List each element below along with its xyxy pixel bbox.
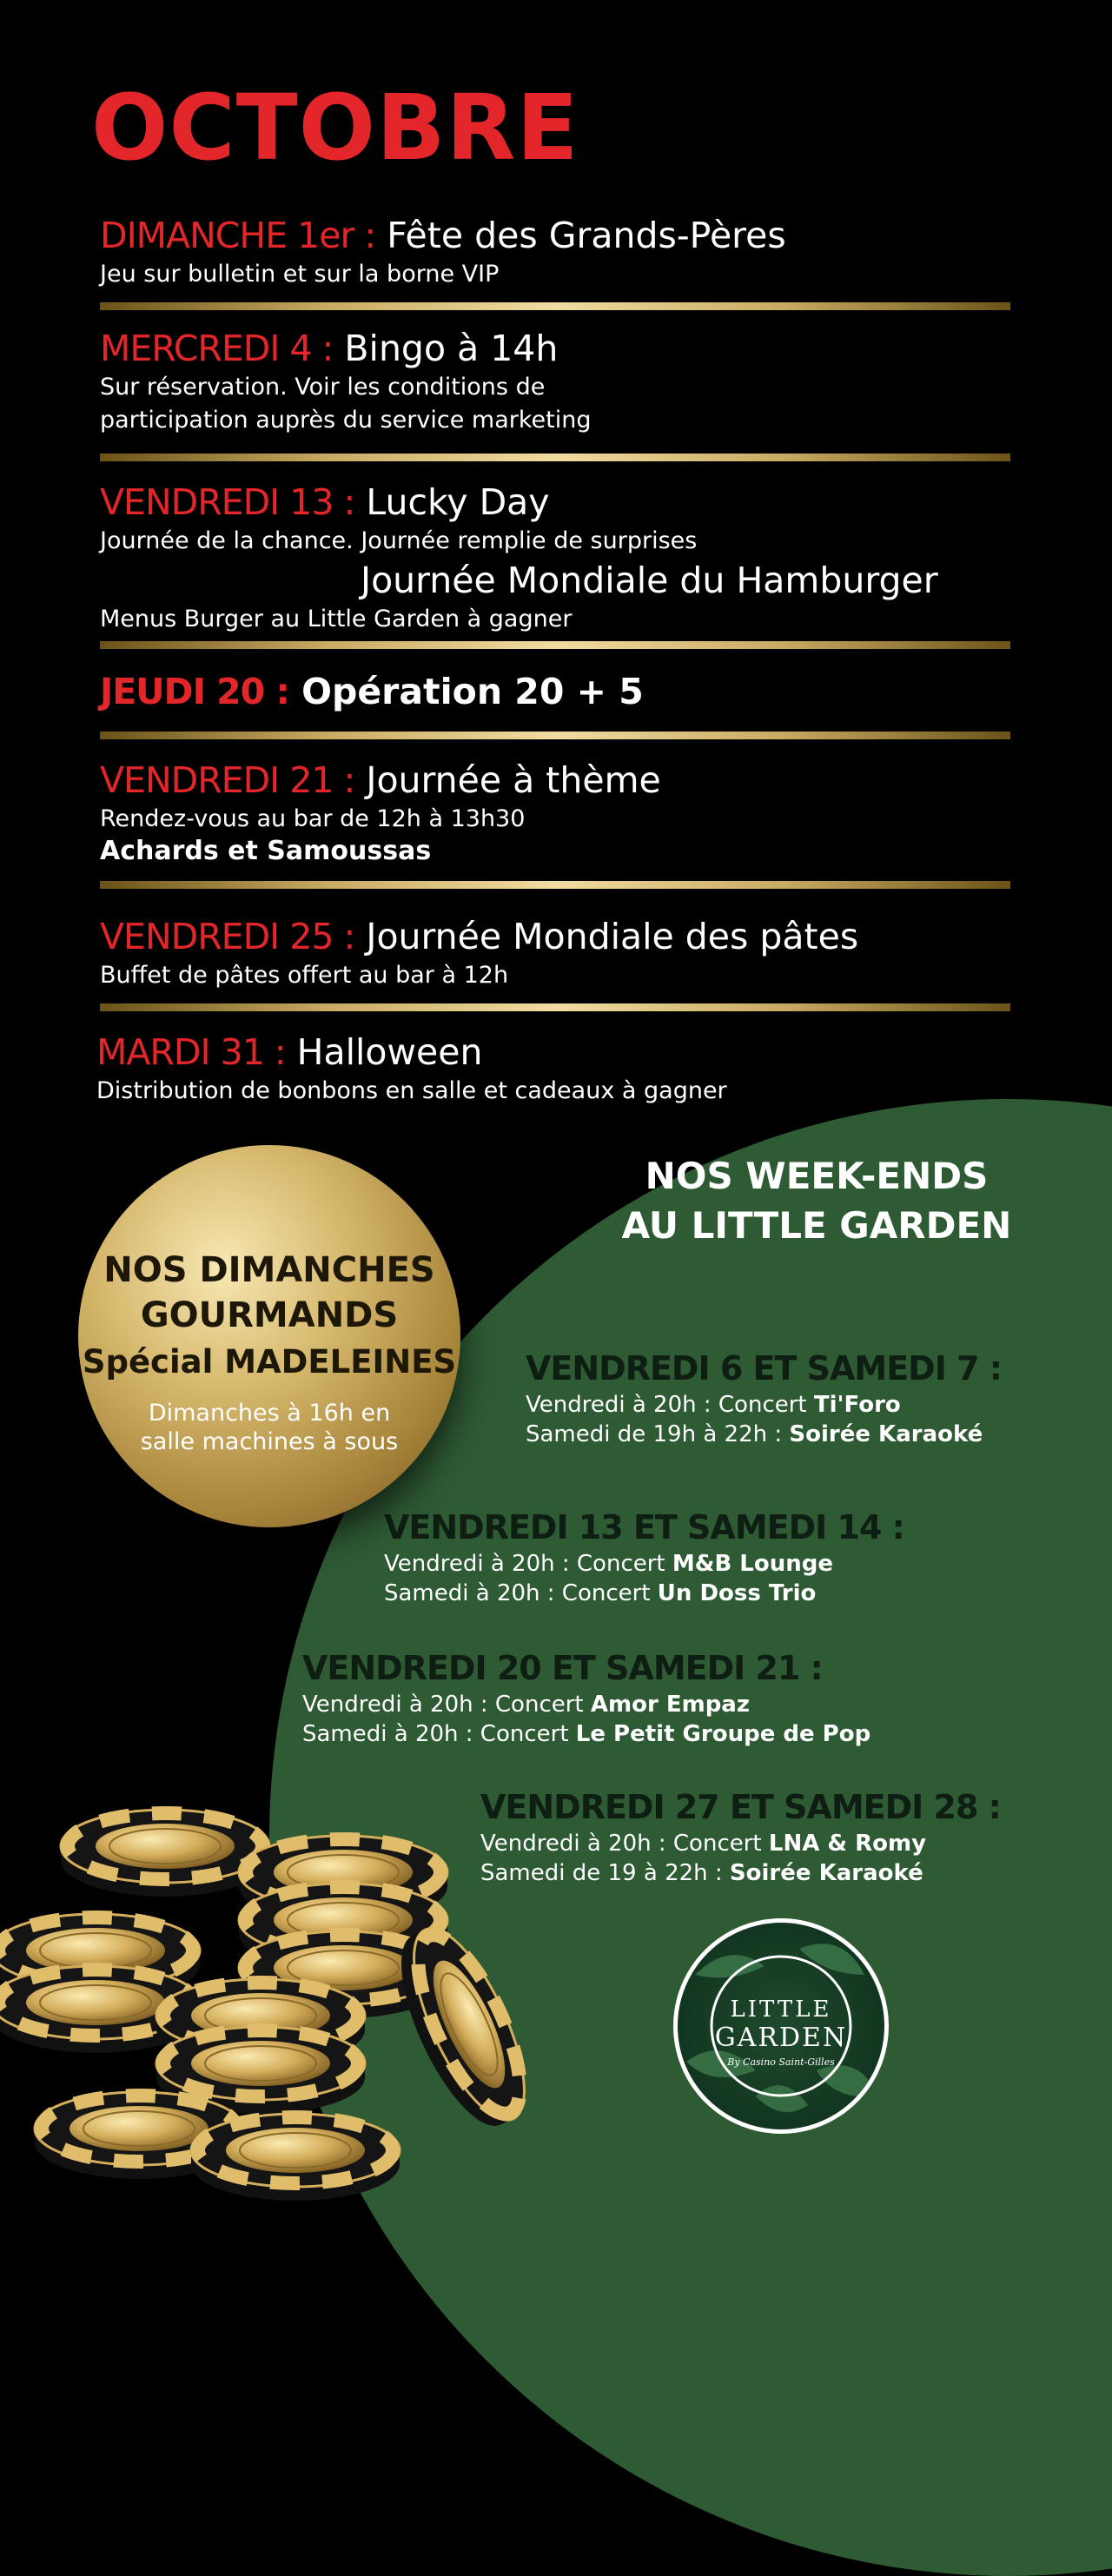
- weekend-line: Samedi de 19h à 22h :: [526, 1421, 790, 1447]
- weekend-line: Samedi de 19 à 22h :: [480, 1860, 730, 1886]
- event-desc: Menus Burger au Little Garden à gagner: [100, 606, 573, 632]
- casino-chips-icon: [0, 1764, 565, 2224]
- weekends-title: [591, 1151, 1042, 1250]
- event-name: Opération 20 + 5: [301, 671, 644, 712]
- event-item: [100, 914, 1038, 992]
- event-name: Fête des Grands-Pères: [387, 215, 786, 256]
- event-item: [100, 758, 1038, 867]
- sundays-title: GOURMANDS: [140, 1295, 399, 1335]
- weekend-dates: VENDREDI 13 ET SAMEDI 14 :: [384, 1508, 904, 1546]
- event-name: Journée à thème: [366, 759, 661, 801]
- weekends-title-line: AU LITTLE GARDEN: [621, 1204, 1012, 1247]
- sundays-badge: [78, 1145, 460, 1527]
- divider: [100, 302, 1010, 310]
- logo-line: GARDEN: [714, 2023, 848, 2053]
- event-name: Halloween: [296, 1031, 483, 1073]
- page-title: OCTOBRE: [91, 75, 579, 181]
- weekend-highlight: Un Doss Trio: [657, 1580, 817, 1606]
- logo-tagline: By Casino Saint-Gilles: [727, 2056, 835, 2068]
- weekend-highlight: Soirée Karaoké: [789, 1421, 983, 1447]
- event-item: [96, 1030, 1035, 1108]
- event-day: VENDREDI 21 :: [100, 759, 355, 801]
- event-desc: Buffet de pâtes offert au bar à 12h: [100, 962, 509, 989]
- weekend-dates: VENDREDI 27 ET SAMEDI 28 :: [480, 1788, 1001, 1826]
- sundays-title: NOS DIMANCHES: [103, 1250, 435, 1290]
- weekend-highlight: Le Petit Groupe de Pop: [575, 1721, 871, 1747]
- event-subtitle: Journée Mondiale du Hamburger: [361, 560, 938, 601]
- divider: [100, 881, 1010, 889]
- event-day: VENDREDI 25 :: [100, 916, 355, 957]
- event-desc: Distribution de bonbons en salle et cadeaux à gagner: [96, 1077, 727, 1104]
- weekend-item: [384, 1506, 904, 1608]
- event-desc: Journée de la chance. Journée remplie de surprises: [100, 527, 698, 554]
- event-day: JEUDI 20 :: [100, 671, 289, 712]
- event-day: DIMANCHE 1er :: [100, 215, 376, 256]
- sundays-desc: Dimanches à 16h en: [148, 1400, 391, 1427]
- event-item: [100, 213, 1038, 291]
- logo-line: LITTLE: [730, 1997, 832, 2023]
- event-item: [100, 669, 1038, 714]
- event-item: [100, 480, 1038, 636]
- weekend-highlight: Ti'Foro: [813, 1392, 901, 1418]
- event-day: MERCREDI 4 :: [100, 328, 334, 369]
- divider: [100, 454, 1010, 461]
- weekend-item: [302, 1646, 870, 1749]
- event-name: Bingo à 14h: [344, 328, 559, 369]
- weekend-line: Vendredi à 20h : Concert: [384, 1551, 672, 1577]
- divider: [100, 641, 1010, 649]
- sundays-special: Spécial MADELEINES: [82, 1343, 457, 1381]
- weekend-highlight: Soirée Karaoké: [729, 1860, 923, 1886]
- event-item: [100, 326, 1038, 437]
- weekend-dates: VENDREDI 20 ET SAMEDI 21 :: [302, 1649, 823, 1687]
- divider: [100, 1003, 1010, 1011]
- weekend-line: Vendredi à 20h : Concert: [302, 1692, 591, 1718]
- weekends-title-line: NOS WEEK-ENDS: [645, 1155, 989, 1197]
- sundays-desc: salle machines à sous: [140, 1428, 399, 1455]
- event-desc: Rendez-vous au bar de 12h à 13h30: [100, 805, 526, 832]
- weekend-highlight: Amor Empaz: [590, 1692, 750, 1718]
- event-name: Lucky Day: [366, 481, 550, 523]
- event-desc: Sur réservation. Voir les conditions de: [100, 374, 546, 401]
- event-name: Journée Mondiale des pâtes: [366, 916, 859, 957]
- weekend-line: Vendredi à 20h : Concert: [526, 1392, 814, 1418]
- weekend-item: [526, 1347, 1002, 1449]
- weekend-line: Vendredi à 20h : Concert: [480, 1831, 769, 1857]
- event-highlight: Achards et Samoussas: [100, 836, 432, 866]
- weekend-line: Samedi à 20h : Concert: [384, 1580, 658, 1606]
- weekend-dates: VENDREDI 6 ET SAMEDI 7 :: [526, 1349, 1002, 1387]
- event-desc: Jeu sur bulletin et sur la borne VIP: [100, 261, 500, 288]
- event-desc: participation auprès du service marketing: [100, 407, 592, 434]
- weekend-line: Samedi à 20h : Concert: [302, 1721, 576, 1747]
- weekend-highlight: LNA & Romy: [768, 1831, 927, 1857]
- little-garden-logo: [673, 1918, 889, 2134]
- event-day: VENDREDI 13 :: [100, 481, 355, 523]
- weekend-highlight: M&B Lounge: [672, 1551, 834, 1577]
- event-day: MARDI 31 :: [96, 1031, 286, 1073]
- divider: [100, 732, 1010, 739]
